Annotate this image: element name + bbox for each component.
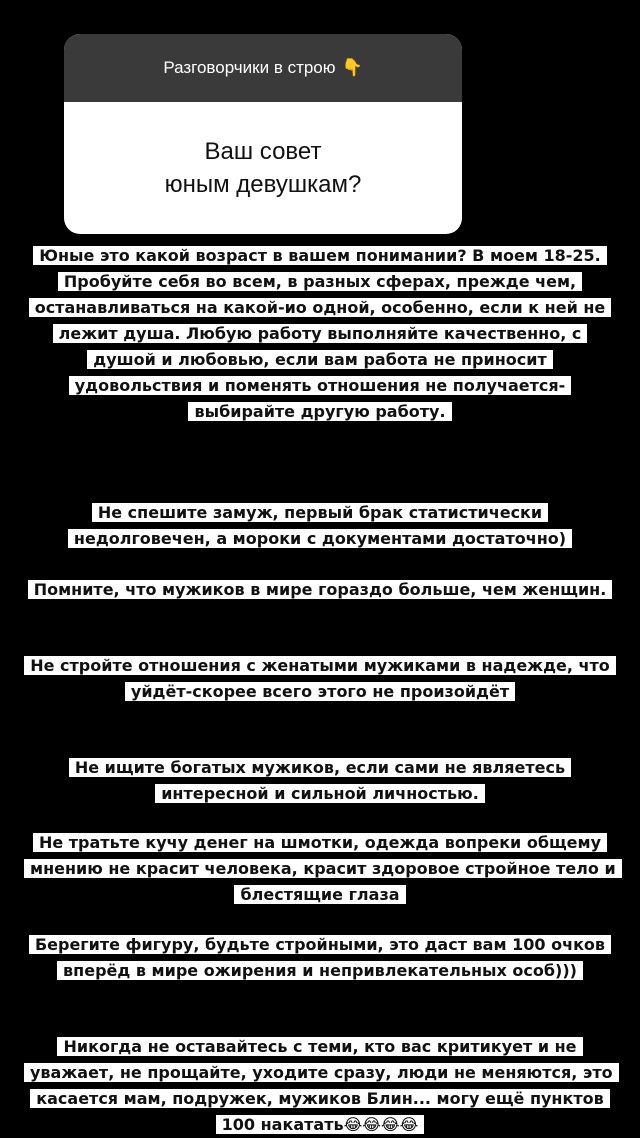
answer-text: Не тратьте кучу денег на шмотки, одежда вопреки общему мнению не красит человека, красит здоровое стройное тело и блестящие глаза	[24, 833, 622, 904]
question-sticker[interactable]	[64, 34, 462, 234]
answer-text: Не спешите замуж, первый брак статистически недолговечен, а мороки с документами достаточно)	[68, 503, 572, 548]
answer-text: Не стройте отношения с женатыми мужиками в надежде, что уйдёт-скорее всего этого не произойдёт	[24, 656, 616, 701]
answer-block-figure	[24, 932, 616, 984]
answer-block-critics	[24, 1034, 616, 1138]
question-text	[165, 135, 362, 201]
answer-block-married-men	[24, 653, 616, 705]
question-sticker-header	[64, 34, 462, 102]
question-sticker-body	[64, 102, 462, 234]
answer-text: Помните, что мужиков в мире гораздо больше, чем женщин.	[28, 580, 613, 599]
question-line-1: Ваш совет	[204, 138, 322, 165]
answer-text: Никогда не оставайтесь с теми, кто вас критикует и не уважает, не прощайте, уходите сразу, люди не меняются, это касается мам, подружек, мужиков Блин... могу ещё пунктов 100 накатать😂😂😂😂	[24, 1037, 619, 1134]
pointing-down-icon: 👇	[341, 58, 363, 77]
answer-block-age-and-work	[24, 243, 616, 425]
answer-block-marriage	[24, 500, 616, 552]
answer-text: Не ищите богатых мужиков, если сами не являетесь интересной и сильной личностью.	[69, 758, 571, 803]
answer-text: Берегите фигуру, будьте стройными, это даст вам 100 очков вперёд в мире ожирения и непривлекательных особ)))	[29, 935, 611, 980]
answer-text: Юные это какой возраст в вашем понимании? В моем 18-25. Пробуйте себя во всем, в разных сферах, прежде чем, останавливаться на какой-ио одной, особенно, если к ней не лежит душа. Любую работу выполняйте качественно, с душой и любовью, если вам работа не приносит удовольствия и поменять отношения не получается-выбирайте другую работу.	[29, 246, 612, 421]
answer-block-men-count	[24, 577, 616, 603]
answer-block-clothes	[24, 830, 616, 908]
answer-block-rich-men	[24, 755, 616, 807]
question-sticker-title: Разговорчики в строю	[163, 58, 336, 77]
question-line-2: юным девушкам?	[164, 171, 362, 198]
